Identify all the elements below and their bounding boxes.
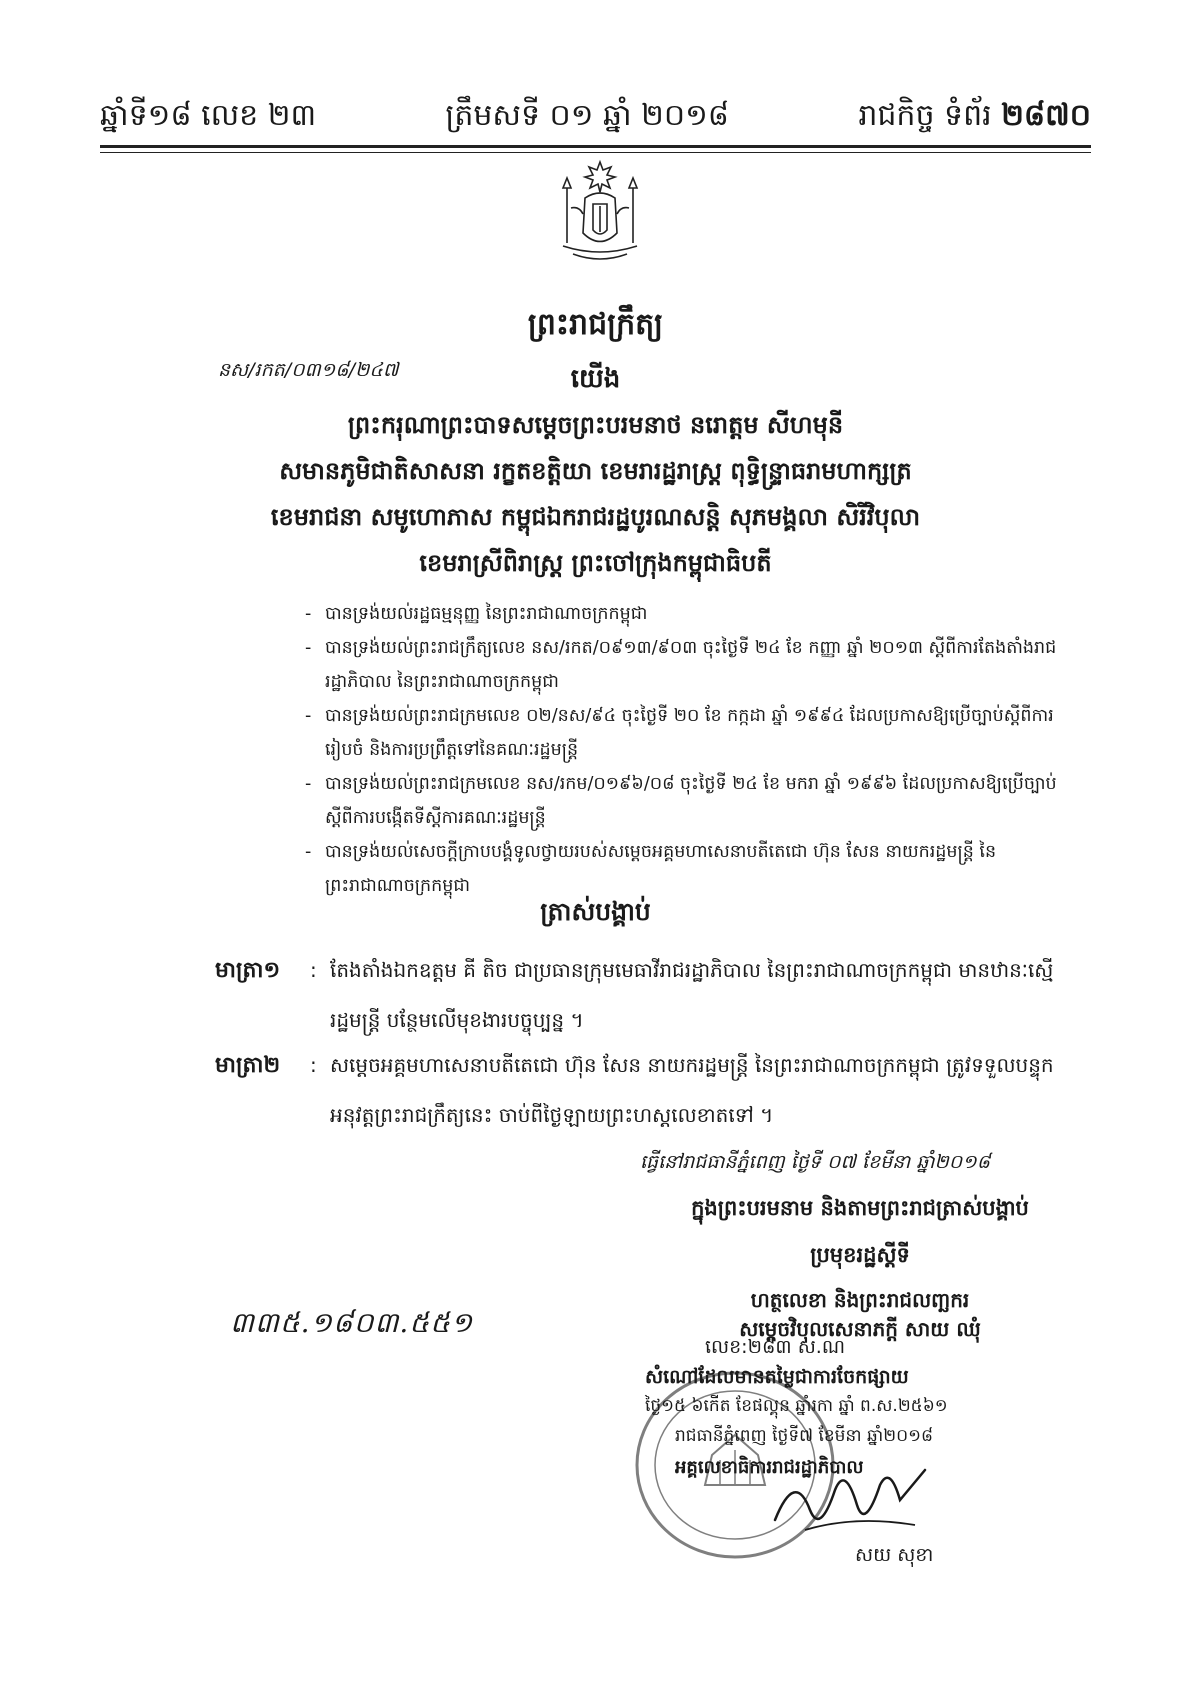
certification-line: ថ្ងៃ១៥ ៦កើត ខែផល្គុន ឆ្នាំរកា ឆ្នាំ ព.ស.២៥៦១ xyxy=(645,1396,948,1416)
consideration-text: បានទ្រង់យល់រដ្ឋធម្មនុញ្ញ នៃព្រះរាជាណាចក្រកម្ពុជា xyxy=(325,604,648,624)
gazette-header xyxy=(100,96,1091,140)
decree-heading: ត្រាស់បង្គាប់ xyxy=(540,897,651,926)
consideration-text: បានទ្រង់យល់សេចក្តីក្រាបបង្គំទូលថ្វាយរបស់សម្តេចអគ្គមហាសេនាបតីតេជោ ហ៊ុន សែន នាយករដ្ឋមន្ត្រី នៃព្រះរាជាណាចក្រកម្ពុជា xyxy=(325,842,997,896)
article-label: មាត្រា២ xyxy=(215,1052,281,1078)
handwritten-number: ៣៣៥.១៨០៣.៥៥១ xyxy=(230,1306,474,1339)
consideration-text: បានទ្រង់យល់ព្រះរាជក្រមលេខ ០២/នស/៩៤ ចុះថ្ងៃទី ២០ ខែ កក្កដា ឆ្នាំ ១៩៩៤ ដែលប្រកាសឱ្យប្រើច្បាប់ស្តីពីការរៀបចំ និងការប្រព្រឹត្តទៅនៃគណៈរដ្ឋមន្ត្រី xyxy=(325,706,1054,760)
header-rule xyxy=(100,145,1091,148)
article-colon: : xyxy=(310,1053,317,1077)
consideration-text: បានទ្រង់យល់ព្រះរាជក្រឹត្យលេខ នស/រកត/០៩១៣/៩០៣ ចុះថ្ងៃទី ២៤ ខែ កញ្ញា ឆ្នាំ ២០១៣ ស្តីពីការតែងតាំងរាជរដ្ឋាភិបាល នៃព្រះរាជាណាចក្រកម្ពុជា xyxy=(325,638,1057,692)
certification-line: សំណៅដែលមានតម្លៃជាការចែកផ្សាយ xyxy=(645,1366,909,1388)
document-type-title: ព្រះរាជក្រឹត្យ xyxy=(527,307,664,342)
article-colon: : xyxy=(310,958,317,982)
signature-line: ប្រមុខរដ្ឋស្តីទី xyxy=(810,1242,910,1267)
royal-title-line: ព្រះករុណាព្រះបាទសម្តេចព្រះបរមនាថ នរោត្តម សីហមុនី xyxy=(347,410,844,439)
royal-title-line: សមានភូមិជាតិសាសនា រក្ខតខត្តិយា ខេមរារដ្ឋរាស្ត្រ ពុទ្ធិន្ទ្រាធរាមហាក្សត្រ xyxy=(279,456,912,485)
consideration-item: - បានទ្រង់យល់ព្រះរាជក្រមលេខ ០២/នស/៩៤ ចុះថ្ងៃទី ២០ ខែ កក្កដា ឆ្នាំ ១៩៩៤ ដែលប្រកាសឱ្យប្រើច្បាប់ស្តីពីការរៀបចំ និងការប្រព្រឹត្តទៅនៃគណៈរដ្ឋមន្ត្រី xyxy=(305,699,1065,767)
royal-emblem-icon xyxy=(555,158,645,268)
we-heading: យើង xyxy=(570,364,621,394)
header-rule-thin xyxy=(100,152,1091,153)
consideration-item: - បានទ្រង់យល់ព្រះរាជក្រឹត្យលេខ នស/រកត/០៩១៣/៩០៣ ចុះថ្ងៃទី ២៤ ខែ កញ្ញា ឆ្នាំ ២០១៣ ស្តីពីការតែងតាំងរាជរដ្ឋាភិបាល នៃព្រះរាជាណាចក្រកម្ពុជា xyxy=(305,631,1065,699)
header-page-number: ២៨៧០ xyxy=(1001,98,1091,133)
royal-title-line: ខេមរាជនា សមូហោភាស កម្ពុជឯករាជរដ្ឋបូរណសន្តិ សុភមង្គលា សិរីវិបុលា xyxy=(270,502,921,531)
article-text: តែងតាំងឯកឧត្តម គី តិច ជាប្រធានក្រុមមេធាវីរាជរដ្ឋាភិបាល នៃព្រះរាជាណាចក្រកម្ពុជា មានឋានៈស្មើ រដ្ឋមន្ត្រី បន្ថែមលើមុខងារបច្ចុប្បន្ន ។ xyxy=(330,958,1054,1032)
certification-signer: សយ សុខា xyxy=(855,1544,934,1566)
certification-line: រាជធានីភ្នំពេញ ថ្ងៃទី៧ ខែមីនា ឆ្នាំ២០១៨ xyxy=(675,1426,934,1446)
certification-line: អគ្គលេខាធិការរាជរដ្ឋាភិបាល xyxy=(675,1457,864,1478)
consideration-text: បានទ្រង់យល់ព្រះរាជក្រមលេខ នស/រកម/០១៩៦/០៨ ចុះថ្ងៃទី ២៤ ខែ មករា ឆ្នាំ ១៩៩៦ ដែលប្រកាសឱ្យប្រើច្បាប់ស្តីពីការបង្កើតទីស្តីការគណៈរដ្ឋមន្ត្រី xyxy=(325,774,1057,828)
signature-line: ក្នុងព្រះបរមនាម និងតាមព្រះរាជត្រាស់បង្គាប់ xyxy=(691,1195,1029,1220)
signature-line: ហត្ថលេខា និងព្រះរាជលញ្ឆករ xyxy=(750,1288,970,1312)
date-place: ធ្វើនៅរាជធានីភ្នំពេញ ថ្ងៃទី ០៧ ខែមីនា ឆ្នាំ២០១៨ xyxy=(640,1151,991,1173)
article-label: មាត្រា១ xyxy=(215,957,281,983)
royal-title-line: ខេមរាស្រីពិរាស្ត្រ ព្រះចៅក្រុងកម្ពុជាធិបតី xyxy=(419,548,772,577)
document-reference: នស/រកត/០៣១៨/២៤៧ xyxy=(218,359,399,381)
article-text: សម្តេចអគ្គមហាសេនាបតីតេជោ ហ៊ុន សែន នាយករដ្ឋមន្ត្រី នៃព្រះរាជាណាចក្រកម្ពុជា ត្រូវទទួលបន្ទុកអនុវត្តព្រះរាជក្រឹត្យនេះ ចាប់ពីថ្ងៃឡាយព្រះហស្តលេខាតទៅ ។ xyxy=(330,1053,1054,1127)
royal-titles xyxy=(0,402,1191,586)
header-issue: ឆ្នាំទី១៨ លេខ ២៣ xyxy=(100,98,317,133)
consideration-item: - បានទ្រង់យល់សេចក្តីក្រាបបង្គំទូលថ្វាយរបស់សម្តេចអគ្គមហាសេនាបតីតេជោ ហ៊ុន សែន នាយករដ្ឋមន្ត្រី នៃព្រះរាជាណាចក្រកម្ពុជា xyxy=(305,835,1065,903)
consideration-item: - បានទ្រង់យល់រដ្ឋធម្មនុញ្ញ នៃព្រះរាជាណាចក្រកម្ពុជា xyxy=(305,597,1065,631)
certification-line: លេខ:២៨៣ ស.ណ xyxy=(705,1336,846,1358)
signature-line: សម្តេចវិបុលសេនាភក្តី សាយ ឈុំ xyxy=(739,1317,981,1341)
article-1 xyxy=(215,945,1075,1045)
header-page-prefix: រាជកិច្ច ទំព័រ xyxy=(858,98,992,133)
considerations-list xyxy=(305,597,1065,903)
article-2 xyxy=(215,1040,1075,1140)
header-date: ត្រឹមសទី ០១ ឆ្នាំ ២០១៨ xyxy=(445,98,730,133)
header-page xyxy=(858,96,1091,140)
handwritten-signature-icon xyxy=(765,1450,935,1550)
consideration-item: - បានទ្រង់យល់ព្រះរាជក្រមលេខ នស/រកម/០១៩៦/០៨ ចុះថ្ងៃទី ២៤ ខែ មករា ឆ្នាំ ១៩៩៦ ដែលប្រកាសឱ្យប្រើច្បាប់ស្តីពីការបង្កើតទីស្តីការគណៈរដ្ឋមន្ត្រី xyxy=(305,767,1065,835)
